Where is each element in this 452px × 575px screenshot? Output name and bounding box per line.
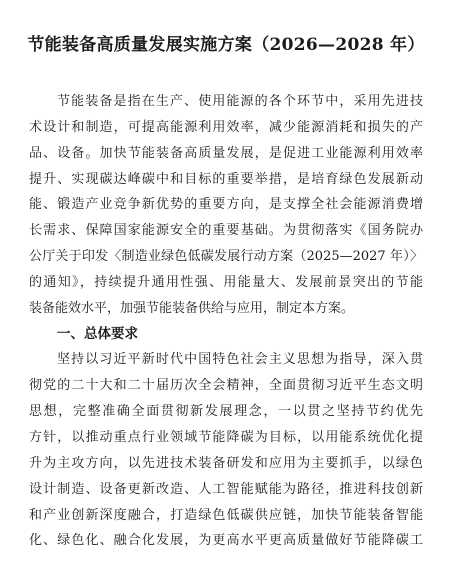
paragraph-line: 术设计和制造，可提高能源利用效率，减少能源消耗和损失的产 bbox=[29, 119, 423, 135]
paragraph-line: 节能装备是指在生产、使用能源的各个环节中，采用先进技 bbox=[57, 94, 423, 109]
paragraph-line: 长需求、保障国家能源安全的重要基础。为贯彻落实《国务院办 bbox=[29, 223, 423, 239]
section-paragraph bbox=[29, 347, 423, 554]
document-title: 节能装备高质量发展实施方案（2026—2028 年） bbox=[27, 35, 425, 55]
paragraph-line: 的通知》，持续提升通用性强、用能量大、发展前景突出的节能 bbox=[29, 274, 423, 290]
section-heading: 一、总体要求 bbox=[57, 325, 138, 342]
paragraph-line: 和产业创新深度融合，打造绿色低碳供应链，加快节能装备智能 bbox=[29, 507, 423, 523]
paragraph-line: 彻党的二十大和二十届历次全会精神，全面贯彻习近平生态文明 bbox=[29, 378, 423, 394]
paragraph-line: 提升、实现碳达峰碳中和目标的重要举措，是培育绿色发展新动 bbox=[29, 171, 423, 187]
paragraph-line: 公厅关于印发〈制造业绿色低碳发展行动方案（2025—2027 年）〉 bbox=[29, 249, 423, 265]
paragraph-line: 坚持以习近平新时代中国特色社会主义思想为指导，深入贯 bbox=[57, 352, 423, 368]
paragraph-line: 升为主攻方向，以先进技术装备研发和应用为主要抓手，以绿色 bbox=[29, 455, 423, 471]
paragraph-line: 设计制造、设备更新改造、人工智能赋能为路径，推进科技创新 bbox=[29, 481, 423, 497]
paragraph-line: 能、锻造产业竞争新优势的重要方向，是支撑全社会能源消费增 bbox=[29, 197, 423, 213]
paragraph-line: 方针，以推动重点行业领域节能降碳为目标，以用能系统优化提 bbox=[29, 429, 423, 445]
paragraph-line: 装备能效水平，加强节能装备供给与应用，制定本方案。 bbox=[29, 300, 355, 316]
paragraph-line: 化、绿色化、融合化发展，为更高水平更高质量做好节能降碳工 bbox=[29, 533, 423, 549]
document-body bbox=[29, 89, 423, 554]
paragraph-line: 品、设备。加快节能装备高质量发展，是促进工业能源利用效率 bbox=[29, 145, 423, 161]
intro-paragraph bbox=[29, 89, 423, 322]
paragraph-line: 思想，完整准确全面贯彻新发展理念，一以贯之坚持节约优先 bbox=[29, 404, 423, 420]
